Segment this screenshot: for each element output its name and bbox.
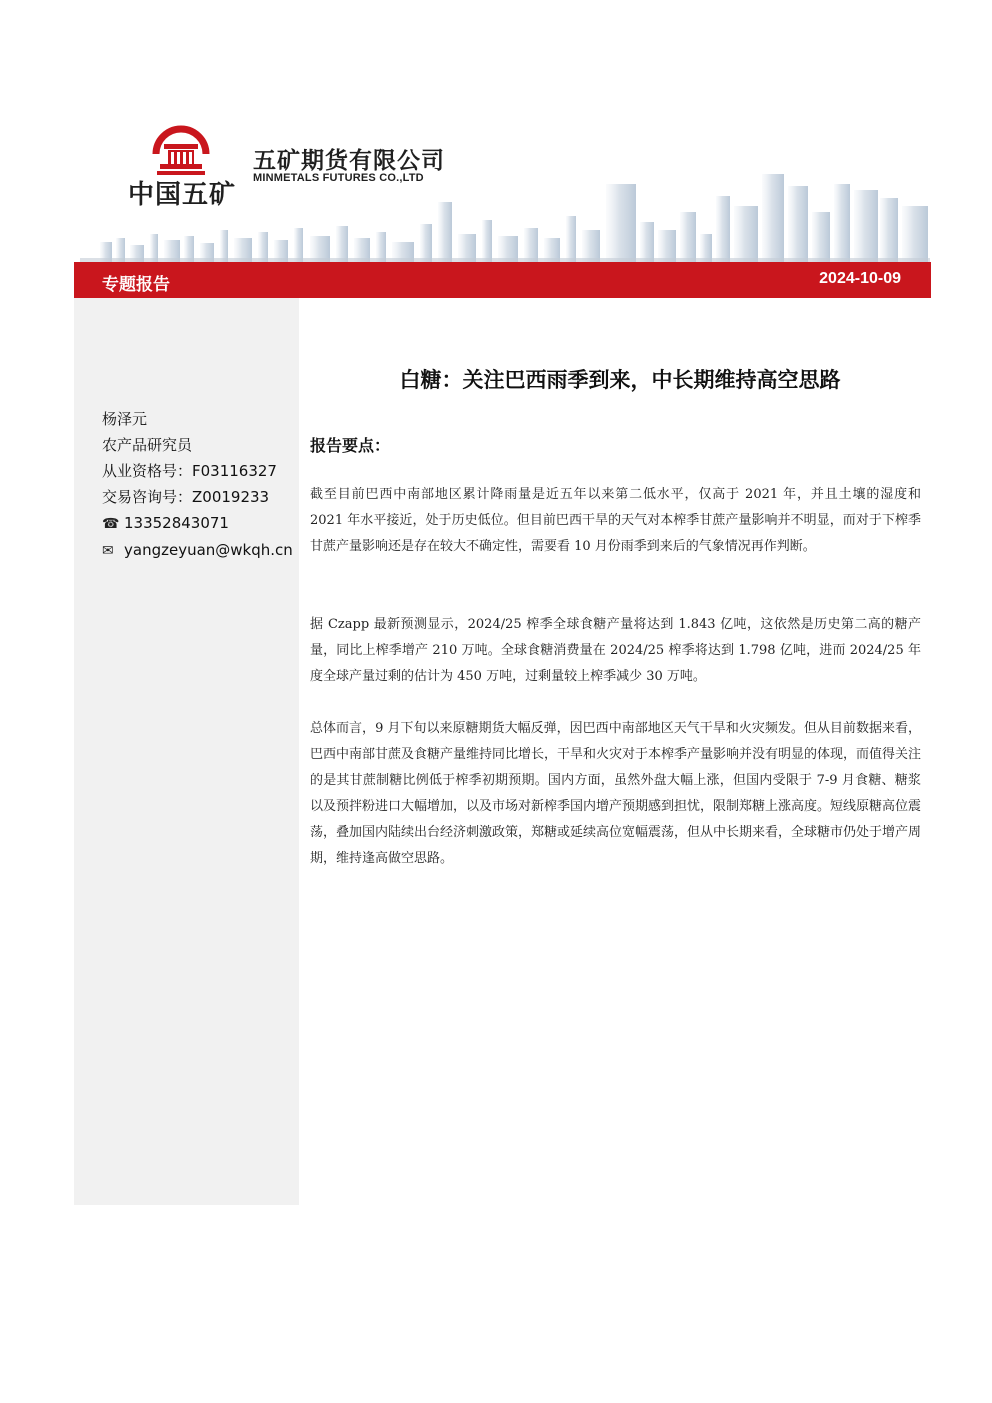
author-name: 杨泽元 (102, 410, 148, 428)
author-qualification-number: 从业资格号：F03116327 (102, 462, 277, 480)
author-email[interactable]: yangzeyuan@wkqh.cn (124, 541, 293, 559)
author-info (102, 406, 293, 564)
author-sidebar (74, 298, 299, 1205)
phone-icon: ☎ (102, 516, 120, 532)
report-type-banner (74, 262, 931, 298)
report-type-label: 专题报告 (102, 275, 170, 295)
report-header (0, 0, 992, 262)
author-consulting-number: 交易咨询号：Z0019233 (102, 488, 270, 506)
body-paragraph: 据 Czapp 最新预测显示，2024/25 榨季全球食糖产量将达到 1.843 亿吨，这依然是历史第二高的糖产量，同比上榨季增产 210 万吨。全球食糖消费量在 2024/25 榨季将达到 1.798 亿吨，进而 2024/25 年度全球产量过剩的估计为 450 万吨，过剩量较上榨季减少 30 万吨。 (310, 617, 921, 684)
body-paragraph: 总体而言，9 月下旬以来原糖期货大幅反弹，因巴西中南部地区天气干旱和火灾频发。但从目前数据来看，巴西中南部甘蔗及食糖产量维持同比增长，干旱和火灾对于本榨季产量影响并没有明显的体现，而值得关注的是其甘蔗制糖比例低于榨季初期预期。国内方面，虽然外盘大幅上涨，但国内受限于 7-9 月食糖、糖浆以及预拌粉进口大幅增加，以及市场对新榨季国内增产预期感到担忧，限制郑糖上涨高度。短线原糖高位震荡，叠加国内陆续出台经济刺激政策，郑糖或延续高位宽幅震荡，但从中长期来看，全球糖市仍处于增产周期，维持逢高做空思路。 (310, 721, 922, 866)
city-skyline-image (80, 150, 930, 262)
envelope-icon: ✉ (102, 543, 114, 559)
author-phone: 13352843071 (124, 514, 229, 532)
author-phone-row (102, 510, 293, 537)
body-paragraph: 截至目前巴西中南部地区累计降雨量是近五年以来第二低水平，仅高于 2021 年，并且土壤的湿度和 2021 年水平接近，处于历史低位。但目前巴西干旱的天气对本榨季甘蔗产量影响并不明显，而对于下榨季甘蔗产量影响还是存在较大不确定性，需要看 10 月份雨季到来后的气象情况再作判断。 (310, 487, 921, 554)
author-role: 农产品研究员 (102, 436, 193, 454)
company-name-en: MINMETALS FUTURES CO.,LTD (253, 172, 424, 184)
report-title: 白糖：关注巴西雨季到来，中长期维持高空思路 (399, 368, 841, 392)
section-heading: 报告要点： (310, 436, 391, 455)
group-name: 中国五矿 (128, 180, 237, 210)
company-name-cn: 五矿期货有限公司 (253, 148, 445, 174)
report-date: 2024-10-09 (819, 270, 901, 287)
author-email-row[interactable] (102, 537, 293, 564)
